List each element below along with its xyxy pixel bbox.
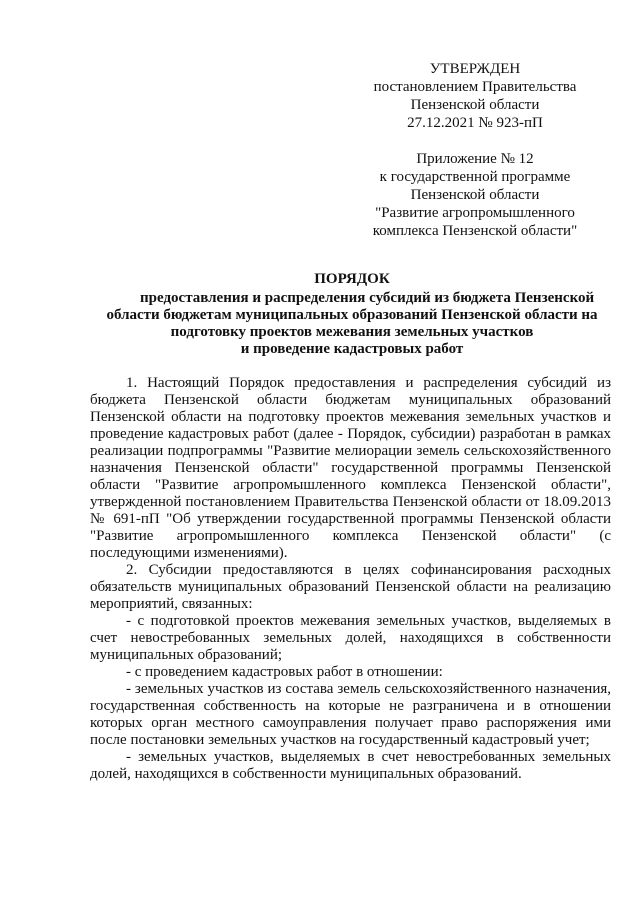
list-item: - земельных участков, выделяемых в счет невостребованных земельных долей, находящихся в собственности муниципальных образований. [90, 749, 611, 782]
document-body [90, 375, 611, 783]
paragraph: 2. Субсидии предоставляются в целях софинансирования расходных обязательств муниципальных образований Пензенской области на реализацию мероприятий, связанных: [90, 562, 611, 612]
document-title: ПОРЯДОК [314, 271, 390, 287]
approval-line: УТВЕРЖДЕН [429, 61, 521, 77]
list-item: - с проведением кадастровых работ в отношении: [126, 664, 443, 680]
approval-line: Пензенской области [410, 97, 540, 113]
subtitle-line: области бюджетам муниципальных образований Пензенской области на [106, 307, 598, 323]
subtitle-line: подготовку проектов межевания земельных участков [170, 324, 534, 340]
appendix-header [355, 150, 595, 240]
approval-line: 27.12.2021 № 923-пП [407, 115, 543, 131]
subtitle-line: предоставления и распределения субсидий из бюджета Пензенской [140, 290, 595, 306]
appendix-line: комплекса Пензенской области" [372, 223, 578, 239]
appendix-line: к государственной программе [379, 169, 571, 185]
document-subtitle [96, 290, 608, 358]
appendix-line: "Развитие агропромышленного [375, 205, 575, 221]
paragraph: 1. Настоящий Порядок предоставления и распределения субсидий из бюджета Пензенской области бюджетам муниципальных образований Пензенской области на подготовку проектов межевания земельных участков и проведение кадастровых работ (далее - Порядок, субсидии) разработан в рамках реализации подпрограммы "Развитие мелиорации земель сельскохозяйственного назначения Пензенской области" государственной программы Пензенской области "Развитие агропромышленного комплекса Пензенской области", утвержденной постановлением Правительства Пензенской области от 18.09.2013 № 691-пП "Об утверждении государственной программы Пензенской области "Развитие агропромышленного комплекса Пензенской области" (с последующими изменениями). [90, 375, 611, 561]
list-item: - земельных участков из состава земель сельскохозяйственного назначения, государственная собственность на которые не разграничена и в отношении которых орган местного самоуправления получает право распоряжения ими после постановки земельных участков на государственный кадастровый учет; [90, 681, 611, 748]
appendix-line: Приложение № 12 [416, 151, 534, 167]
appendix-line: Пензенской области [410, 187, 540, 203]
approval-stamp [355, 60, 595, 132]
list-item: - с подготовкой проектов межевания земельных участков, выделяемых в счет невостребованных земельных долей, находящихся в собственности муниципальных образований; [90, 613, 611, 663]
approval-line: постановлением Правительства [373, 79, 577, 95]
subtitle-line: и проведение кадастровых работ [240, 341, 464, 357]
